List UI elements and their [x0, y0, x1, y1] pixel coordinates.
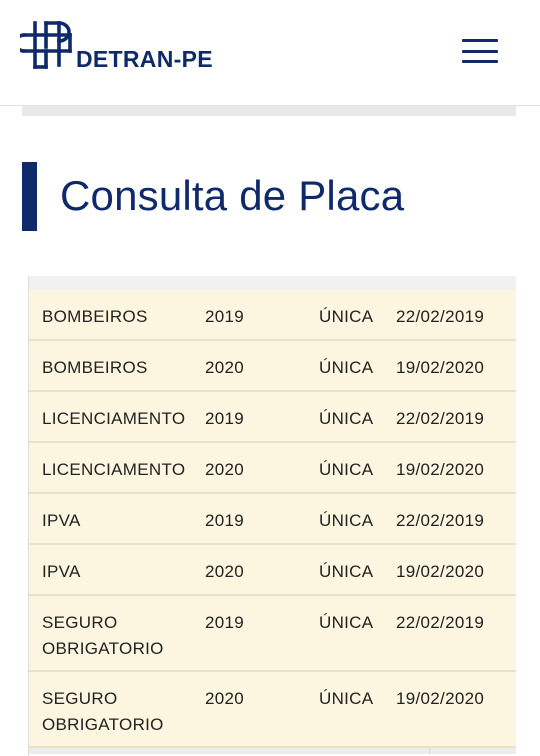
header-divider — [22, 106, 516, 116]
table-row — [29, 443, 516, 494]
table-row — [29, 341, 516, 392]
cell-descricao: IPVA — [42, 511, 81, 530]
hamburger-icon-bar — [462, 60, 498, 63]
logo-text: DETRAN-PE — [76, 46, 213, 72]
detran-logo[interactable] — [20, 17, 213, 71]
cell-vencimento: 22/02/2019 — [396, 511, 485, 530]
table-footer-strip — [29, 748, 516, 754]
page-title: Consulta de Placa — [60, 172, 405, 219]
cell-descricao: SEGURO OBRIGATORIO — [42, 689, 164, 734]
cell-ano: 2020 — [205, 689, 245, 708]
cell-descricao: SEGURO OBRIGATORIO — [42, 613, 164, 658]
cell-parcela: ÚNICA — [319, 307, 374, 326]
detran-emblem-icon — [20, 17, 74, 71]
hamburger-icon-bar — [462, 50, 498, 53]
cell-vencimento: 22/02/2019 — [396, 307, 485, 326]
cell-ano: 2019 — [205, 613, 245, 632]
cell-descricao: IPVA — [42, 562, 81, 581]
cell-parcela: ÚNICA — [319, 689, 374, 708]
cell-parcela: ÚNICA — [319, 358, 374, 377]
cell-vencimento: 22/02/2019 — [396, 613, 485, 632]
table-row — [29, 672, 516, 748]
cell-ano: 2020 — [205, 358, 245, 377]
table-row — [29, 494, 516, 545]
cell-vencimento: 22/02/2019 — [396, 409, 485, 428]
cell-ano: 2020 — [205, 460, 245, 479]
table-header-strip — [29, 276, 516, 290]
title-accent-bar — [22, 162, 37, 231]
debts-table — [28, 276, 516, 756]
cell-descricao: LICENCIAMENTO — [42, 460, 186, 479]
cell-ano: 2020 — [205, 562, 245, 581]
cell-parcela: ÚNICA — [319, 613, 374, 632]
cell-vencimento: 19/02/2020 — [396, 460, 485, 479]
table-row — [29, 596, 516, 672]
cell-parcela: ÚNICA — [319, 562, 374, 581]
cell-vencimento: 19/02/2020 — [396, 689, 485, 708]
cell-parcela: ÚNICA — [319, 511, 374, 530]
table-row — [29, 392, 516, 443]
cell-descricao: BOMBEIROS — [42, 358, 148, 377]
cell-parcela: ÚNICA — [319, 460, 374, 479]
table-row — [29, 545, 516, 596]
menu-button[interactable] — [458, 36, 502, 66]
table-row — [29, 290, 516, 341]
cell-ano: 2019 — [205, 409, 245, 428]
cell-parcela: ÚNICA — [319, 409, 374, 428]
cell-ano: 2019 — [205, 511, 245, 530]
cell-descricao: LICENCIAMENTO — [42, 409, 186, 428]
cell-ano: 2019 — [205, 307, 245, 326]
cell-vencimento: 19/02/2020 — [396, 358, 485, 377]
cell-descricao: BOMBEIROS — [42, 307, 148, 326]
hamburger-icon — [462, 39, 498, 42]
column-divider — [429, 748, 430, 754]
site-header — [0, 0, 540, 106]
cell-vencimento: 19/02/2020 — [396, 562, 485, 581]
